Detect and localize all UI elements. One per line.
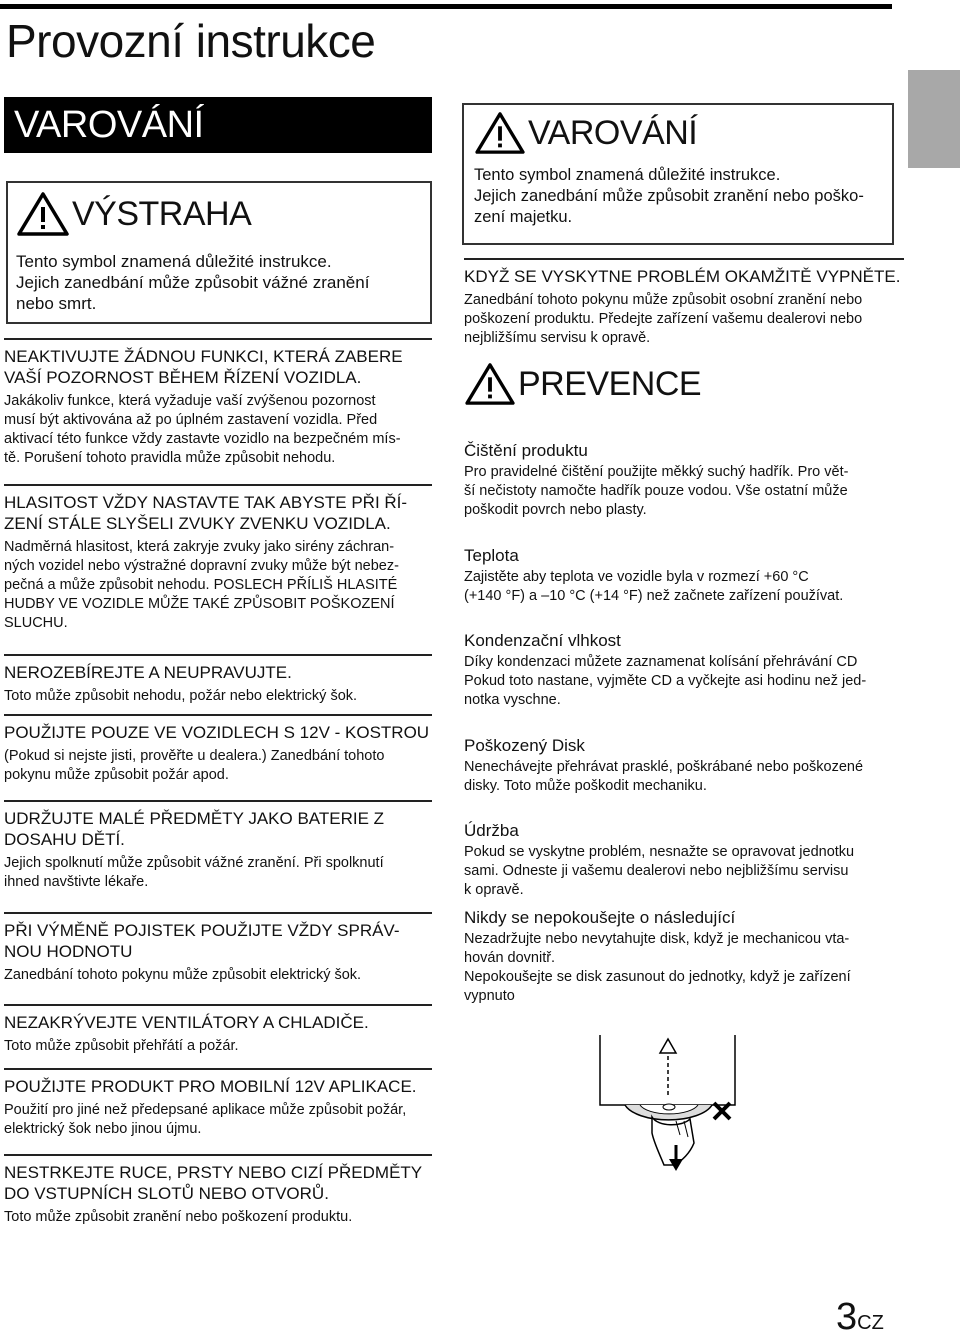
body-line: poškození produktu. Předejte zařízení vašemu dealerovi nebo xyxy=(464,311,863,327)
section-rule xyxy=(4,654,432,656)
body-line: Toto může způsobit nehodu, požár nebo elektrický šok. xyxy=(4,688,358,704)
body-line: elektrický šok nebo jinou újmu. xyxy=(4,1121,202,1137)
body-line: ihned navštivte lékaře. xyxy=(4,874,149,890)
body-line: Jakákoliv funkce, která vyžaduje vaší zvýšenou pozornost xyxy=(4,393,376,409)
body-line: Zanedbání tohoto pokynu může způsobit elektrický šok. xyxy=(4,967,362,983)
varovani-line: zení majetku. xyxy=(474,208,573,226)
kdyz-section xyxy=(464,258,904,348)
body-line: (+140 °F) a –10 °C (+14 °F) než začnete zařízení používat. xyxy=(464,588,844,604)
heading-line: VAŠÍ POZORNOST BĚHEM ŘÍZENÍ VOZIDLA. xyxy=(4,368,362,387)
heading-line: HLASITOST VŽDY NASTAVTE TAK ABYSTE PŘI ŘÍ- xyxy=(4,493,408,512)
subsection-heading: Čištění produktu xyxy=(464,441,588,460)
prevence-subsection xyxy=(464,545,908,606)
prevence-subsection xyxy=(464,735,908,796)
vystraha-line: nebo smrt. xyxy=(16,294,97,313)
vystraha-box xyxy=(6,181,432,324)
body-line: pokynu může způsobit požár apod. xyxy=(4,767,229,783)
heading-line: ZENÍ STÁLE SLYŠELI ZVUKY ZVENKU VOZIDLA. xyxy=(4,514,391,533)
varovani-text xyxy=(474,165,882,228)
section-rule xyxy=(464,258,904,260)
heading-line: POUŽIJTE POUZE VE VOZIDLECH S 12V - KOSTROU xyxy=(4,723,430,742)
varovani-banner: VAROVÁNÍ xyxy=(4,97,432,153)
varovani-line: Jejich zanedbání může způsobit zranění nebo poško- xyxy=(474,187,864,205)
body-line: hován dovnitř. xyxy=(464,950,556,966)
subsection-body xyxy=(464,758,908,796)
body-line: pečná a může způsobit nehodu. POSLECH PŘÍLIŠ HLASITÉ xyxy=(4,577,398,593)
body-line: k opravě. xyxy=(464,882,524,898)
body-line: Pokud se vyskytne problém, nesnažte se opravovat jednotku xyxy=(464,844,855,860)
vystraha-line: Jejich zanedbání může způsobit vážné zranění xyxy=(16,273,370,292)
section-rule xyxy=(4,484,432,486)
varovani-heading-row xyxy=(474,111,882,155)
disc-insertion-prohibited-icon xyxy=(590,1025,750,1175)
body-line: Nezadržujte nebo nevytahujte disk, když je mechanicou vta- xyxy=(464,931,850,947)
subsection-body xyxy=(464,463,908,520)
warning-section xyxy=(4,1004,432,1056)
section-heading xyxy=(4,346,432,388)
warning-section xyxy=(4,338,432,468)
subsection-heading: Nikdy se nepokoušejte o následující xyxy=(464,908,736,927)
body-line: Nepokoušejte se disk zasunout do jednotky, když je zařízení xyxy=(464,969,851,985)
prevence-subsection xyxy=(464,440,908,520)
page-title: Provozní instrukce xyxy=(6,15,376,67)
section-body xyxy=(4,687,432,706)
body-line: Zajistěte aby teplota ve vozidle byla v rozmezí +60 °C xyxy=(464,569,809,585)
body-line: Pro pravidelné čištění použijte měkký suchý hadřík. Pro vět- xyxy=(464,464,849,480)
body-line: (Pokud si nejste jisti, prověřte u dealera.) Zanedbání tohoto xyxy=(4,748,385,764)
body-line: ných vozidel nebo výstražné dopravní zvuky může být nebez- xyxy=(4,558,399,574)
section-body xyxy=(4,1208,452,1227)
section-rule xyxy=(4,800,432,802)
heading-line: NESTRKEJTE RUCE, PRSTY NEBO CIZÍ PŘEDMĚTY xyxy=(4,1163,423,1182)
prevence-heading-row xyxy=(464,362,701,406)
section-heading xyxy=(4,722,452,743)
varovani-box xyxy=(462,103,894,245)
section-rule xyxy=(4,1154,432,1156)
prevence-heading: PREVENCE xyxy=(518,364,702,403)
section-heading xyxy=(4,662,432,683)
subsection-heading: Kondenzační vlhkost xyxy=(464,631,621,650)
vystraha-heading-row xyxy=(16,191,422,237)
body-line: aktivací této funkce vždy zastavte vozidlo na bezpečném mís- xyxy=(4,431,401,447)
page-number xyxy=(836,1296,884,1339)
page-number-suffix: CZ xyxy=(857,1312,884,1334)
section-body xyxy=(4,1101,452,1139)
varovani-heading: VAROVÁNÍ xyxy=(528,113,698,152)
body-line: Toto může způsobit zranění nebo poškození produktu. xyxy=(4,1209,353,1225)
warning-section xyxy=(4,912,432,985)
heading-line: UDRŽUJTE MALÉ PŘEDMĚTY JAKO BATERIE Z xyxy=(4,809,385,828)
section-body xyxy=(4,966,432,985)
body-line: poškodit povrch nebo plasty. xyxy=(464,502,647,518)
warning-section xyxy=(4,1154,452,1227)
warning-section xyxy=(4,654,432,706)
section-body xyxy=(4,854,432,892)
section-body xyxy=(4,538,440,633)
vystraha-heading: VÝSTRAHA xyxy=(72,194,252,233)
warning-section xyxy=(4,484,440,633)
section-body xyxy=(4,392,432,468)
body-line: Jejich spolknutí může způsobit vážné zranění. Při spolknutí xyxy=(4,855,384,871)
heading-line: DOSAHU DĚTÍ. xyxy=(4,830,125,849)
body-line: sami. Odneste ji vašemu dealerovi nebo nejbližšímu servisu xyxy=(464,863,849,879)
section-heading xyxy=(4,1076,452,1097)
heading-line: POUŽIJTE PRODUKT PRO MOBILNÍ 12V APLIKACE. xyxy=(4,1077,417,1096)
section-rule xyxy=(4,714,432,716)
subsection-heading: Údržba xyxy=(464,821,519,840)
body-line: tě. Porušení tohoto pravidla může způsobit nehodu. xyxy=(4,450,336,466)
page-number-digit: 3 xyxy=(836,1296,858,1338)
body-line: Toto může způsobit přehřátí a požár. xyxy=(4,1038,239,1054)
prevence-subsection xyxy=(464,907,908,1006)
warning-triangle-icon xyxy=(464,362,516,406)
subsection-body xyxy=(464,930,908,1006)
warning-section xyxy=(4,800,432,892)
body-line: HUDBY VE VOZIDLE MŮŽE TAKÉ ZPŮSOBIT POŠKOZENÍ xyxy=(4,596,395,612)
body-line: Nadměrná hlasitost, která zakryje zvuky jako sirény záchran- xyxy=(4,539,395,555)
warning-triangle-icon xyxy=(16,191,70,237)
section-heading xyxy=(4,1012,432,1033)
warning-triangle-icon xyxy=(474,111,526,155)
body-line: vypnuto xyxy=(464,988,515,1004)
section-tab-marker xyxy=(908,70,960,168)
body-line: Nenechávejte přehrávat prasklé, poškrábané nebo poškozené xyxy=(464,759,864,775)
section-body xyxy=(4,747,452,785)
warning-section xyxy=(4,1068,452,1139)
prevence-subsection xyxy=(464,630,908,710)
heading-line: NEAKTIVUJTE ŽÁDNOU FUNKCI, KTERÁ ZABERE xyxy=(4,347,403,366)
section-rule xyxy=(4,912,432,914)
kdyz-body xyxy=(464,291,904,348)
body-line: Zanedbání tohoto pokynu může způsobit osobní zranění nebo xyxy=(464,292,863,308)
heading-line: NOU HODNOTU xyxy=(4,942,133,961)
warning-section xyxy=(4,714,452,785)
heading-line: NEROZEBÍREJTE A NEUPRAVUJTE. xyxy=(4,663,292,682)
body-line: nejbližšímu servisu k opravě. xyxy=(464,330,651,346)
subsection-heading: Poškozený Disk xyxy=(464,736,585,755)
body-line: Pokud toto nastane, vyjměte CD a vyčkejte asi hodinu než jed- xyxy=(464,673,867,689)
body-line: SLUCHU. xyxy=(4,615,68,631)
body-line: disky. Toto může poškodit mechaniku. xyxy=(464,778,707,794)
section-rule xyxy=(4,1068,432,1070)
heading-line: NEZAKRÝVEJTE VENTILÁTORY A CHLADIČE. xyxy=(4,1013,369,1032)
body-line: Díky kondenzaci můžete zaznamenat kolísání přehrávání CD xyxy=(464,654,858,670)
body-line: notka vyschne. xyxy=(464,692,561,708)
section-heading xyxy=(4,1162,452,1204)
section-rule xyxy=(4,338,432,340)
heading-line: PŘI VÝMĚNĚ POJISTEK POUŽIJTE VŽDY SPRÁV- xyxy=(4,921,400,940)
section-heading xyxy=(4,808,432,850)
section-heading xyxy=(4,920,432,962)
vystraha-text xyxy=(16,251,422,314)
heading-line: DO VSTUPNÍCH SLOTŮ NEBO OTVORŮ. xyxy=(4,1184,329,1203)
subsection-body xyxy=(464,843,908,900)
section-rule xyxy=(4,1004,432,1006)
subsection-body xyxy=(464,653,908,710)
kdyz-heading: KDYŽ SE VYSKYTNE PROBLÉM OKAMŽITĚ VYPNĚTE. xyxy=(464,267,901,286)
body-line: ší nečistoty namočte hadřík pouze vodou. Vše ostatní může xyxy=(464,483,848,499)
section-body xyxy=(4,1037,432,1056)
subsection-heading: Teplota xyxy=(464,546,519,565)
body-line: musí být aktivována až po úplném zastavení vozidla. Před xyxy=(4,412,378,428)
subsection-body xyxy=(464,568,908,606)
section-heading xyxy=(4,492,440,534)
prevence-subsection xyxy=(464,820,908,900)
vystraha-line: Tento symbol znamená důležité instrukce. xyxy=(16,252,332,271)
body-line: Použití pro jiné než předepsané aplikace může způsobit požár, xyxy=(4,1102,407,1118)
top-rule xyxy=(0,4,892,9)
varovani-line: Tento symbol znamená důležité instrukce. xyxy=(474,166,781,184)
